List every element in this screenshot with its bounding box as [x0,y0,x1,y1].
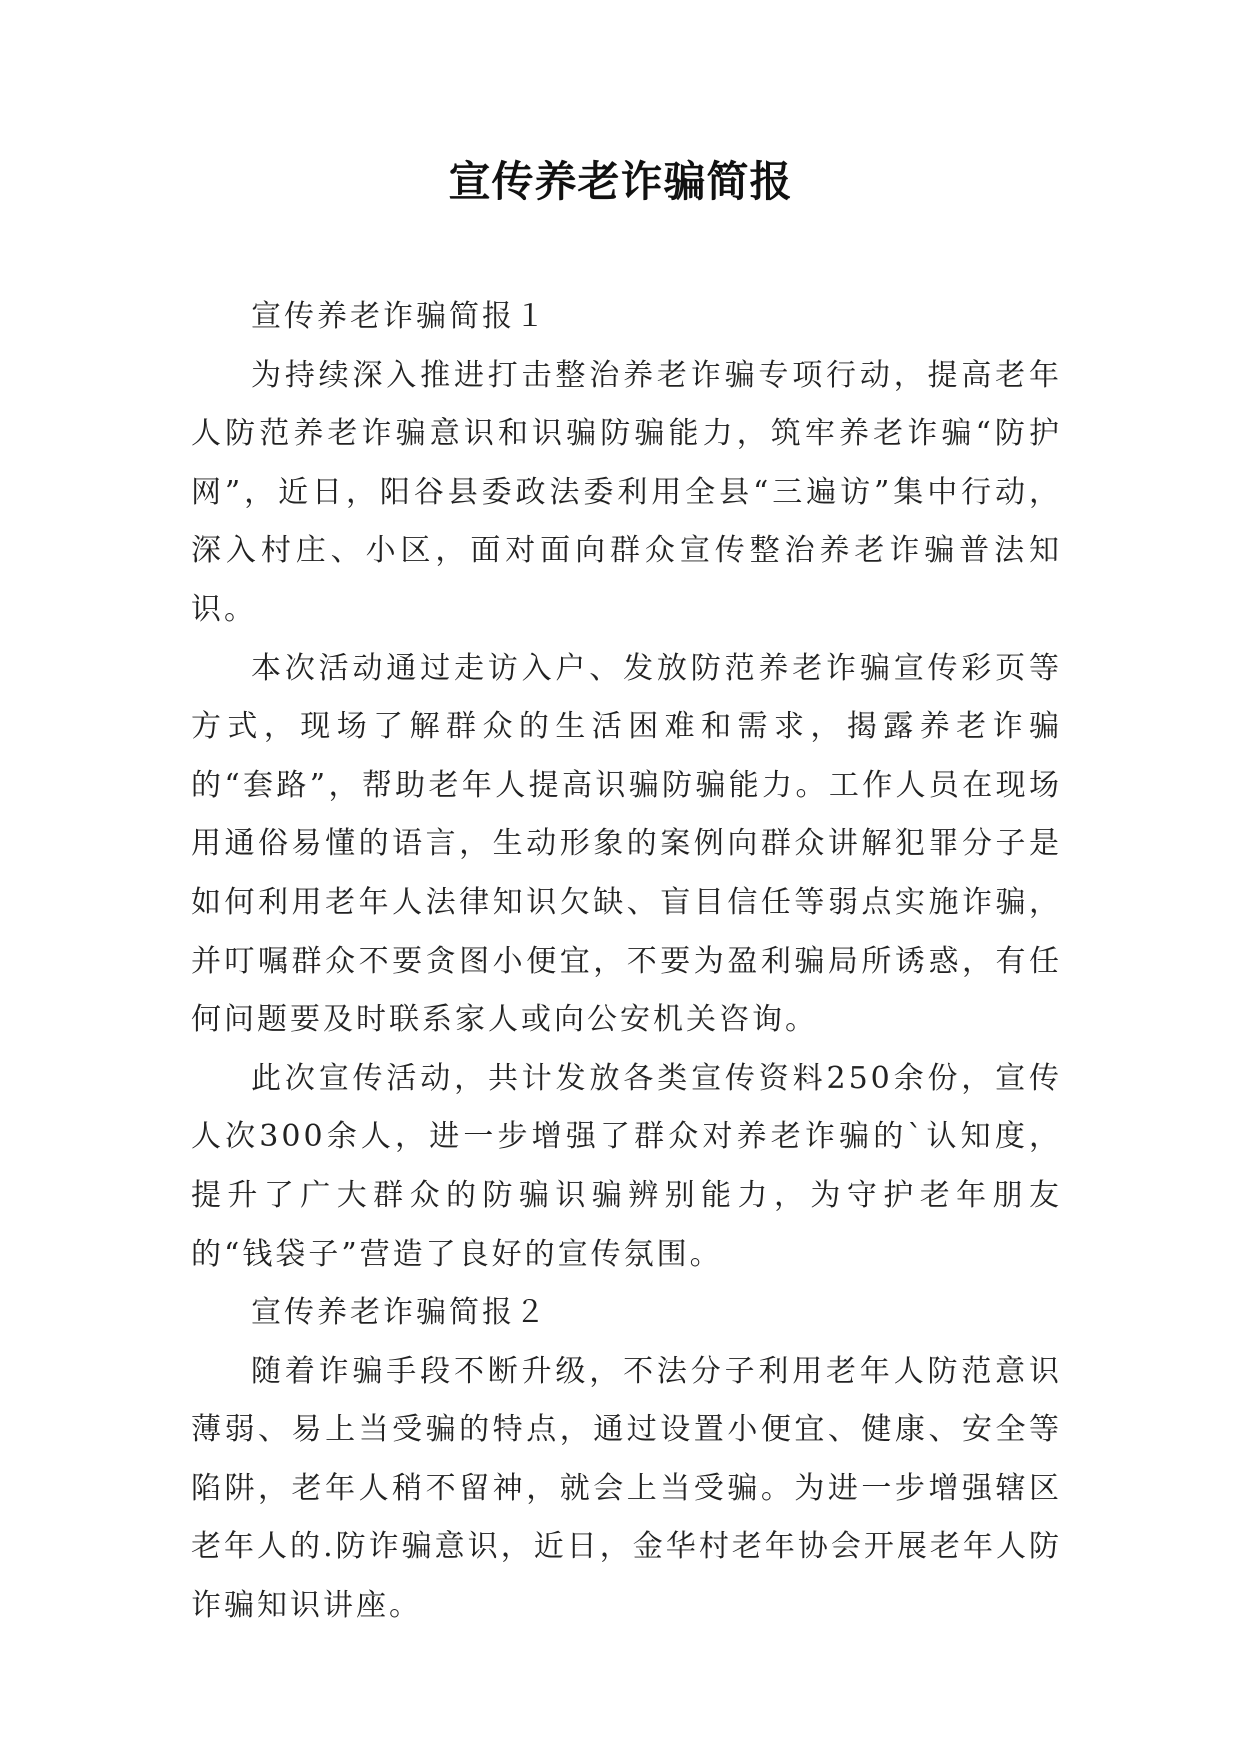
paragraph: 本次活动通过走访入户、发放防范养老诈骗宣传彩页等方式，现场了解群众的生活困难和需求，揭露养老诈骗的“套路”，帮助老年人提高识骗防骗能力。工作人员在现场用通俗易懂的语言，生动形象的案例向群众讲解犯罪分子是如何利用老年人法律知识欠缺、盲目信任等弱点实施诈骗，并叮嘱群众不要贪图小便宜，不要为盈利骗局所诱惑，有任何问题要及时联系家人或向公安机关咨询。 [191,650,1062,1038]
paragraph: 随着诈骗手段不断升级，不法分子利用老年人防范意识薄弱、易上当受骗的特点，通过设置小便宜、健康、安全等陷阱，老年人稍不留神，就会上当受骗。为进一步增强辖区老年人的.防诈骗意识，近日，金华村老年协会开展老年人防诈骗知识讲座。 [191,1353,1062,1624]
document-body [191,288,1062,1636]
section-heading-2: 宣传养老诈骗简报２ [251,1295,548,1331]
paragraph: 此次宣传活动，共计发放各类宣传资料250余份，宣传人次300余人，进一步增强了群众对养老诈骗的`认知度，提升了广大群众的防骗识骗辨别能力，为守护老年朋友的“钱袋子”营造了良好的宣传氛围。 [191,1060,1062,1272]
document-title: 宣传养老诈骗简报 [448,157,793,206]
section-heading-1: 宣传养老诈骗简报１ [251,299,548,334]
paragraph: 为持续深入推进打击整治养老诈骗专项行动，提高老年人防范养老诈骗意识和识骗防骗能力，筑牢养老诈骗“防护网”，近日，阳谷县委政法委利用全县“三遍访”集中行动，深入村庄、小区，面对面向群众宣传整治养老诈骗普法知识。 [191,357,1062,627]
